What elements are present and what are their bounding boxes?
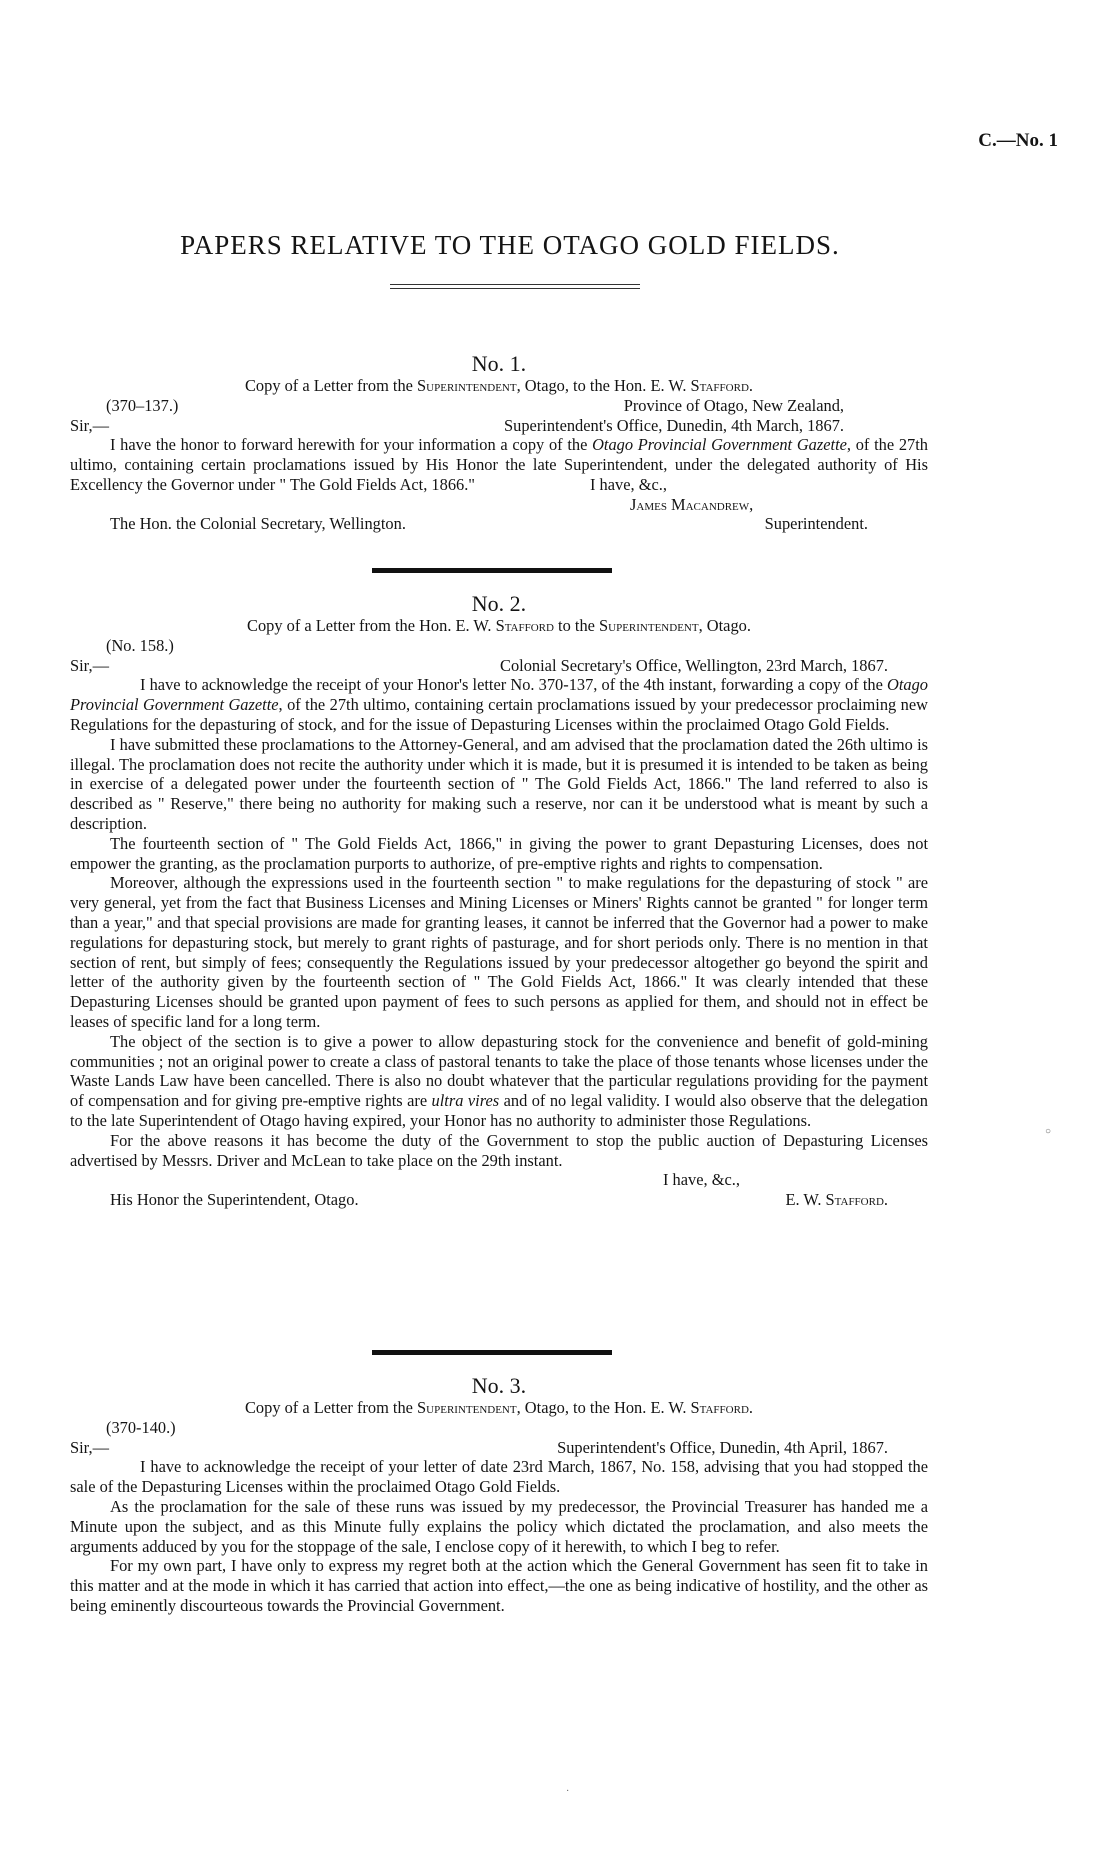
letter-2-salutation: Sir,— bbox=[70, 655, 109, 675]
letter-3-para-2: As the proclamation for the sale of these runs was issued by my predecessor, the Provincial Treasurer has handed me a Minute upon the subject, and as this Minute fully explains the policy which dictated the proclamation, and also meets the arguments adduced by you for the stoppage of the sale, I enclose copy of it herewith, to which I beg to refer. bbox=[70, 1496, 928, 1556]
letter-3 bbox=[70, 1374, 928, 1616]
letter-3-ref: (370-140.) bbox=[106, 1417, 176, 1437]
letter-1-signature: James Macandrew, bbox=[630, 494, 754, 514]
letter-2-para-4: Moreover, although the expressions used in the fourteenth section " to make regulations for the depasturing of stock " are very general, yet from the fact that Business Licenses and Mining Licenses or Miners' Rights cannot be granted " for longer term than a year," and that special provisions are made for granting leases, it cannot be inferred that the Governor had a power to make regulations for depasturing stock, but merely to grant rights of pasturage, and for short periods only. There is no mention in that section of rent, but simply of fees; consequently the Regulations issued by your predecessor altogether go beyond the spirit and letter of the authority given by the fourteenth section of " The Gold Fields Act, 1866." It was clearly intended that these Depasturing Licenses should be granted upon payment of fees to such persons as applied for them, and should not in effect be leases of specific land for a long term. bbox=[70, 873, 928, 1031]
letter-2 bbox=[70, 592, 928, 1210]
letter-2-para-1: I have to acknowledge the receipt of your Honor's letter No. 370-137, of the 4th instant, forwarding a copy of the Otago Provincial Government Gazette, of the 27th ultimo, containing certain proclamations issued by your predecessor proclaiming new Regulations for the depasturing of stock, and for the issue of Depasturing Licenses within the proclaimed Otago Gold Fields. bbox=[70, 675, 928, 734]
letter-1-close: I have, &c., bbox=[590, 474, 667, 494]
scan-speck-2: · bbox=[566, 1786, 570, 1797]
letter-2-office: Colonial Secretary's Office, Wellington, 23rd March, 1867. bbox=[500, 655, 888, 675]
letter-3-para-3: For my own part, I have only to express my regret both at the action which the General Government has seen fit to take in this matter and at the mode in which it has carried that action into effect,—the one as being indicative of hostility, and the other as being eminently discourteous towards the Provincial Government. bbox=[70, 1556, 928, 1615]
title-divider bbox=[390, 284, 640, 285]
letter-3-heading: No. 3. bbox=[471, 1373, 527, 1398]
letter-1-caption: Copy of a Letter from the Superintendent, Otago, to the Hon. E. W. Stafford. bbox=[245, 376, 753, 395]
letter-2-para-5: The object of the section is to give a power to allow depasturing stock for the convenience and benefit of gold-mining communities ; not an original power to create a class of pastoral tenants to take the place of those tenants whose licenses under the Waste Lands Law have been cancelled. There is also no doubt whatever that the particular regulations providing for the payment of compensation and for giving pre-emptive rights are ultra vires and of no legal validity. I would also observe that the delegation to the late Superintendent of Otago having expired, your Honor has no authority to administer those Regulations. bbox=[70, 1031, 928, 1130]
letter-2-para-2: I have submitted these proclamations to the Attorney-General, and am advised that the proclamation dated the 26th ultimo is illegal. The proclamation does not recite the authority under which it is made, but it is presumed it is intended to be taken as being in exercise of a delegated power under the fourteenth section of " The Gold Fields Act, 1866." The land referred to also is described as " Reserve," there being no authority for making such a reserve, nor can it be understood what is meant by such a description. bbox=[70, 734, 928, 833]
letter-2-para-3: The fourteenth section of " The Gold Fields Act, 1866," in giving the power to grant Depasturing Licenses, does not empower the granting, as the proclamation purports to authorize, of pre-emptive rights and rights to compensation. bbox=[70, 833, 928, 873]
letter-2-close: I have, &c., bbox=[663, 1170, 740, 1190]
letter-2-addressee: His Honor the Superintendent, Otago. bbox=[110, 1190, 359, 1210]
letter-2-para-6: For the above reasons it has become the duty of the Government to stop the public auction of Depasturing Licenses advertised by Messrs. Driver and McLean to take place on the 29th instant. bbox=[70, 1130, 928, 1170]
letter-1 bbox=[70, 352, 928, 534]
letter-2-ref: (No. 158.) bbox=[106, 635, 174, 655]
scan-speck: ○ bbox=[1045, 1126, 1052, 1137]
letter-2-heading: No. 2. bbox=[471, 591, 527, 616]
letter-1-body: I have the honor to forward herewith for your information a copy of the Otago Provincial Government Gazette, of the 27th ultimo, containing certain proclamations issued by His Honor the late Superintendent, under the delegated authority of His Excellency the Governor under " The Gold Fields Act, 1866." bbox=[70, 435, 928, 494]
letter-1-salutation: Sir,— bbox=[70, 415, 109, 435]
letter-3-office: Superintendent's Office, Dunedin, 4th April, 1867. bbox=[557, 1437, 888, 1457]
letter-1-heading: No. 1. bbox=[471, 351, 527, 376]
document-id: C.—No. 1 bbox=[978, 130, 1058, 151]
letter-3-para-1: I have to acknowledge the receipt of your letter of date 23rd March, 1867, No. 158, advising that you had stopped the sale of the Depasturing Licenses within the proclaimed Otago Gold Fields. bbox=[70, 1457, 928, 1497]
title-divider-2 bbox=[390, 288, 640, 289]
letter-1-sig-title: Superintendent. bbox=[764, 514, 868, 534]
section-divider-1 bbox=[372, 568, 612, 573]
letter-1-office: Superintendent's Office, Dunedin, 4th March, 1867. bbox=[504, 415, 844, 435]
letter-3-caption: Copy of a Letter from the Superintendent, Otago, to the Hon. E. W. Stafford. bbox=[245, 1398, 753, 1417]
letter-1-place: Province of Otago, New Zealand, bbox=[623, 395, 844, 415]
page-title: PAPERS RELATIVE TO THE OTAGO GOLD FIELDS. bbox=[180, 230, 840, 260]
letter-1-addressee: The Hon. the Colonial Secretary, Wellington. bbox=[110, 514, 406, 534]
section-divider-2 bbox=[372, 1350, 612, 1355]
letter-2-caption: Copy of a Letter from the Hon. E. W. Stafford to the Superintendent, Otago. bbox=[247, 616, 751, 635]
letter-2-signature: E. W. Stafford. bbox=[785, 1190, 888, 1210]
letter-1-ref: (370–137.) bbox=[106, 395, 179, 415]
letter-3-salutation: Sir,— bbox=[70, 1437, 109, 1457]
